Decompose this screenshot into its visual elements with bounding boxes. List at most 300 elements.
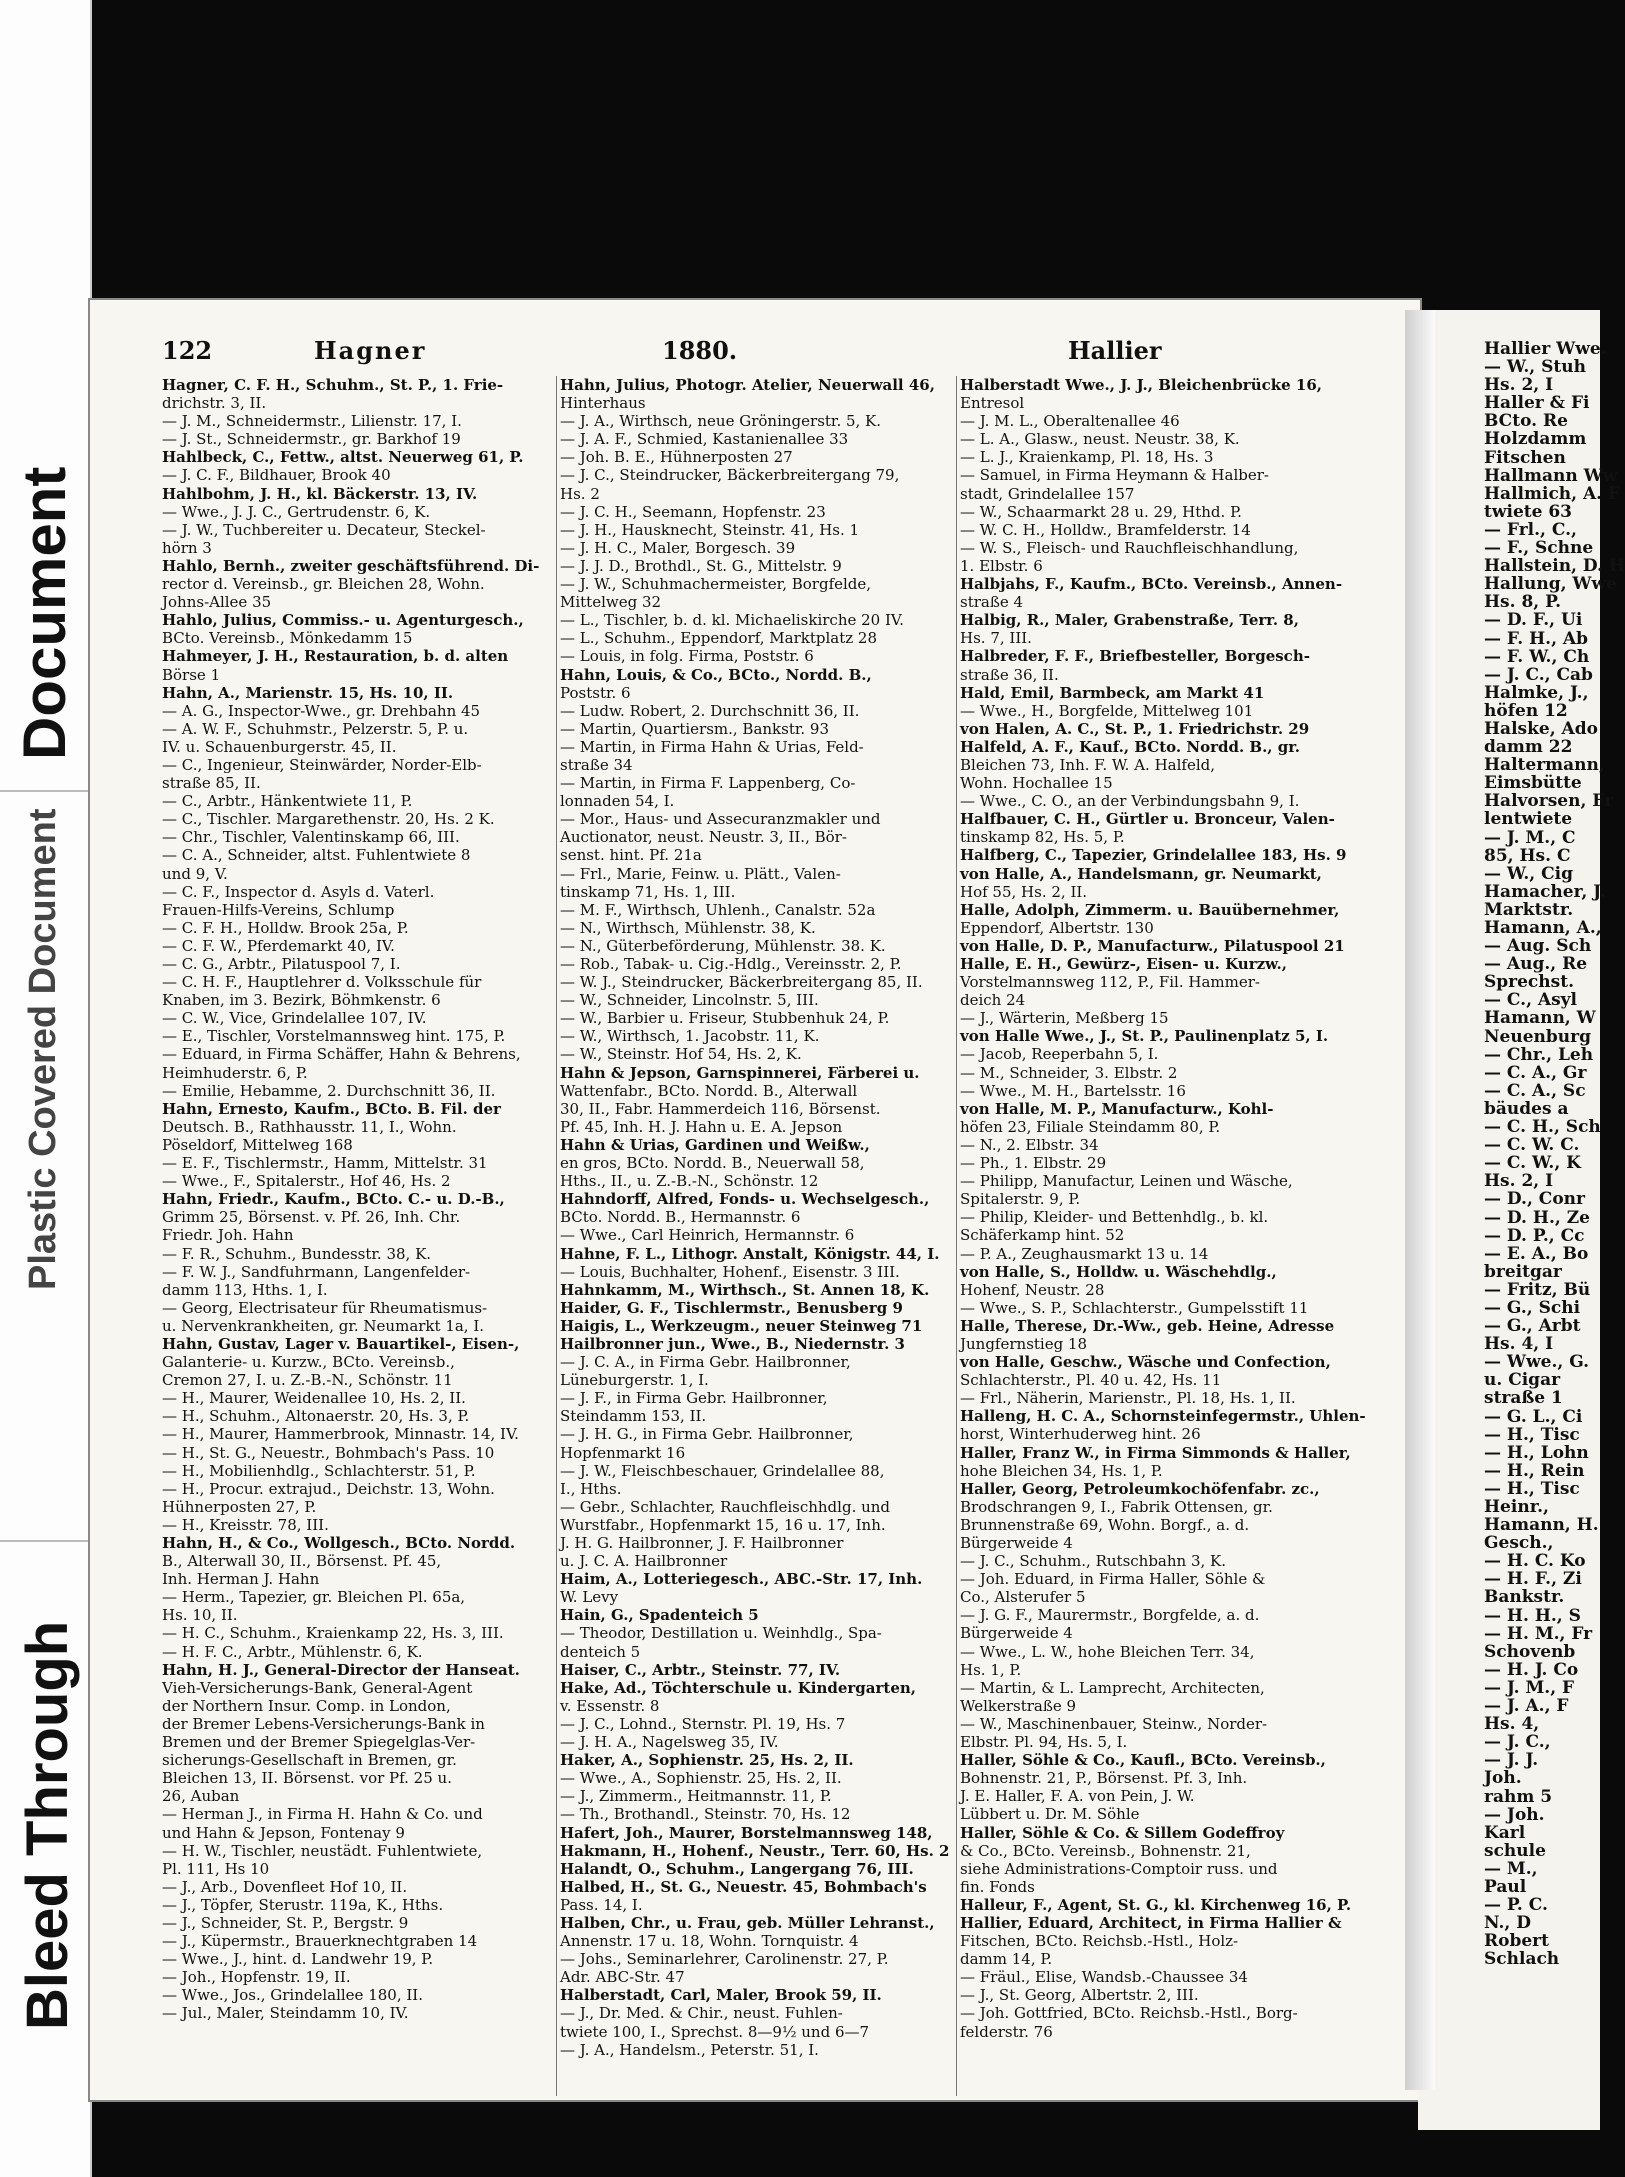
adjacent-page-line: — Joh. bbox=[1484, 1804, 1545, 1825]
adjacent-page-line: — Frl., C., bbox=[1484, 519, 1577, 540]
directory-entry-line: — P. A., Zeughausmarkt 13 u. 14 bbox=[960, 1244, 1209, 1263]
directory-entry-line: — J., Schneider, St. P., Bergstr. 9 bbox=[162, 1913, 409, 1932]
adjacent-page-line: — H. J. Co bbox=[1484, 1659, 1579, 1680]
adjacent-page-line: — J. C., Cab bbox=[1484, 664, 1593, 685]
directory-entry-line: Hain, G., Spadenteich 5 bbox=[560, 1606, 759, 1625]
directory-entry-line: — J., Küpermstr., Brauerknechtgraben 14 bbox=[162, 1932, 478, 1951]
directory-entry-line: — Wwe., Carl Heinrich, Hermannstr. 6 bbox=[560, 1226, 855, 1245]
directory-entry-line: — Jacob, Reeperbahn 5, I. bbox=[960, 1045, 1159, 1064]
directory-entry-line: — N., Güterbeförderung, Mühlenstr. 38. K. bbox=[560, 936, 886, 955]
directory-entry-line: siehe Administrations-Comptoir russ. und bbox=[960, 1859, 1278, 1878]
directory-entry-line: Friedr. Joh. Hahn bbox=[162, 1226, 294, 1245]
column-divider bbox=[556, 376, 557, 2096]
adjacent-page-line: rahm 5 bbox=[1484, 1786, 1553, 1807]
adjacent-page-line: straße 1 bbox=[1484, 1388, 1563, 1409]
directory-entry-line: Knaben, im 3. Bezirk, Böhmkenstr. 6 bbox=[162, 991, 441, 1010]
directory-entry-line: Halfberg, C., Tapezier, Grindelallee 183, Hs. 9 bbox=[960, 846, 1347, 865]
directory-entry-line: straße 34 bbox=[560, 755, 633, 774]
adjacent-page-line: Haltermann, bbox=[1484, 755, 1605, 776]
adjacent-page-line: Hallmann Ww bbox=[1484, 465, 1618, 486]
directory-entry-line: Hald, Emil, Barmbeck, am Markt 41 bbox=[960, 683, 1265, 702]
directory-entry-line: Hahmeyer, J. H., Restauration, b. d. alten bbox=[162, 647, 509, 666]
directory-entry-line: Wohn. Hochallee 15 bbox=[960, 774, 1113, 793]
directory-entry-line: straße 4 bbox=[960, 593, 1024, 612]
directory-entry-line: — C. G., Arbtr., Pilatuspool 7, I. bbox=[162, 955, 401, 973]
directory-entry-line: von Halle, D. P., Manufacturw., Pilatuspool 21 bbox=[960, 936, 1345, 955]
directory-entry-line: — H., Kreisstr. 78, III. bbox=[162, 1515, 329, 1534]
directory-entry-line: Cremon 27, I. u. Z.-B.-N., Schönstr. 11 bbox=[162, 1371, 453, 1390]
directory-entry-line: — Martin, in Firma Hahn & Urias, Feld- bbox=[560, 737, 864, 756]
directory-entry-line: en gros, BCto. Nordd. B., Neuerwall 58, bbox=[560, 1154, 865, 1173]
directory-entry-line: J. H. G. Hailbronner, J. F. Hailbronner bbox=[560, 1534, 844, 1552]
directory-entry-line: — J. A. F., Schmied, Kastanienallee 33 bbox=[560, 430, 849, 449]
adjacent-page-line: — H., Tisc bbox=[1484, 1424, 1580, 1445]
directory-entry-line: — M. F., Wirthsch, Uhlenh., Canalstr. 52a bbox=[560, 900, 876, 919]
directory-entry-line: Hahlbeck, C., Fettw., altst. Neuerweg 61, P. bbox=[162, 448, 524, 467]
directory-entry-line: Bleichen 13, II. Börsenst. vor Pf. 25 u. bbox=[162, 1769, 452, 1788]
directory-entry-line: IV. u. Schauenburgerstr. 45, II. bbox=[162, 737, 397, 756]
directory-entry-line: — N., Wirthsch, Mühlenstr. 38, K. bbox=[560, 918, 816, 937]
directory-entry-line: Annenstr. 17 u. 18, Wohn. Tornquistr. 4 bbox=[560, 1932, 859, 1951]
directory-entry-line: Steindamm 153, II. bbox=[560, 1407, 707, 1426]
adjacent-page-line: — Fritz, Bü bbox=[1484, 1279, 1591, 1300]
directory-entry-line: hohe Bleichen 34, Hs. 1, P. bbox=[960, 1461, 1163, 1480]
directory-entry-line: Halben, Chr., u. Frau, geb. Müller Lehranst., bbox=[560, 1913, 935, 1932]
directory-entry-line: — J. C. H., Seemann, Hopfenstr. 23 bbox=[560, 502, 826, 521]
directory-entry-line: — J. J. D., Brothdl., St. G., Mittelstr. 9 bbox=[560, 556, 842, 575]
adjacent-page-line: Hs. 2, I bbox=[1484, 1171, 1554, 1192]
directory-entry-line: Haker, A., Sophienstr. 25, Hs. 2, II. bbox=[560, 1751, 854, 1770]
directory-entry-line: felderstr. 76 bbox=[960, 2022, 1053, 2041]
directory-entry-line: Auctionator, neust. Neustr. 3, II., Bör- bbox=[560, 828, 847, 847]
directory-entry-line: — C. W., Vice, Grindelallee 107, IV. bbox=[162, 1009, 427, 1028]
directory-entry-line: Hühnerposten 27, P. bbox=[162, 1497, 317, 1516]
label-bleed-through: Bleed Through bbox=[15, 1620, 80, 2030]
directory-entry-line: Hahlo, Julius, Commiss.- u. Agenturgesch., bbox=[162, 611, 524, 630]
directory-entry-line: — H. W., Tischler, neustädt. Fuhlentwiete, bbox=[162, 1841, 483, 1860]
adjacent-page-line: Hallier Wwe. bbox=[1484, 339, 1607, 359]
directory-entry-line: Hinterhaus bbox=[560, 394, 646, 413]
directory-entry-line: von Halle, Geschw., Wäsche und Confection, bbox=[960, 1353, 1331, 1372]
adjacent-page-line: — G., Schi bbox=[1484, 1297, 1581, 1318]
adjacent-page-line: — J. M., F bbox=[1484, 1677, 1575, 1698]
directory-entry-line: hörn 3 bbox=[162, 538, 212, 557]
directory-entry-line: Entresol bbox=[960, 394, 1025, 413]
directory-entry-line: Hafert, Joh., Maurer, Borstelmannsweg 148, bbox=[560, 1823, 933, 1842]
directory-entry-line: von Halle Wwe., J., St. P., Paulinenplatz 5, I. bbox=[960, 1027, 1329, 1046]
directory-entry-line: Hahn, Louis, & Co., BCto., Nordd. B., bbox=[560, 665, 872, 684]
directory-entry-line: Hahndorff, Alfred, Fonds- u. Wechselgesch., bbox=[560, 1190, 930, 1209]
directory-entry-line: Lüneburgerstr. 1, I. bbox=[560, 1371, 709, 1390]
directory-entry-line: Jungfernstieg 18 bbox=[960, 1334, 1088, 1353]
label-document: Document bbox=[11, 466, 78, 760]
page-gutter bbox=[1405, 310, 1435, 2090]
directory-entry-line: — Herman J., in Firma H. Hahn & Co. und bbox=[162, 1805, 483, 1824]
directory-entry-line: — Frl., Näherin, Marienstr., Pl. 18, Hs. 1, II. bbox=[960, 1389, 1296, 1408]
adjacent-page-line: — Aug., Re bbox=[1484, 954, 1588, 975]
directory-entry-line: Wurstfabr., Hopfenmarkt 15, 16 u. 17, Inh. bbox=[560, 1515, 886, 1534]
adjacent-page-line: Gesch., bbox=[1484, 1533, 1554, 1554]
directory-entry-line: rector d. Vereinsb., gr. Bleichen 28, Wohn. bbox=[162, 575, 485, 594]
directory-entry-line: Hahn, Friedr., Kaufm., BCto. C.- u. D.-B., bbox=[162, 1190, 505, 1209]
adjacent-page-line: — H. F., Zi bbox=[1484, 1569, 1582, 1590]
directory-entry-line: — C., Ingenieur, Steinwärder, Norder-Elb- bbox=[162, 755, 482, 774]
directory-entry-line: — W., Schaarmarkt 28 u. 29, Hthd. P. bbox=[960, 502, 1242, 521]
adjacent-page-line: Paul bbox=[1484, 1876, 1527, 1897]
directory-entry-line: & Co., BCto. Vereinsb., Bohnenstr. 21, bbox=[960, 1841, 1251, 1860]
directory-entry-line: W. Levy bbox=[560, 1588, 619, 1607]
directory-entry-line: Halandt, O., Schuhm., Langergang 76, III. bbox=[560, 1859, 914, 1878]
directory-entry-line: — Wwe., C. O., an der Verbindungsbahn 9, I. bbox=[960, 792, 1300, 811]
directory-entry-line: Haiser, C., Arbtr., Steinstr. 77, IV. bbox=[560, 1660, 841, 1679]
directory-entry-line: Grimm 25, Börsenst. v. Pf. 26, Inh. Chr. bbox=[162, 1208, 461, 1227]
directory-entry-line: Hahnkamm, M., Wirthsch., St. Annen 18, K. bbox=[560, 1280, 930, 1299]
directory-entry-line: Pass. 14, I. bbox=[560, 1895, 643, 1914]
directory-entry-line: — F. R., Schuhm., Bundesstr. 38, K. bbox=[162, 1244, 432, 1263]
directory-entry-line: — J. W., Fleischbeschauer, Grindelallee 88, bbox=[560, 1461, 885, 1480]
directory-entry-line: v. Essenstr. 8 bbox=[560, 1696, 660, 1715]
directory-entry-line: straße 36, II. bbox=[960, 665, 1059, 684]
adjacent-page-line: BCto. Re bbox=[1484, 411, 1568, 432]
adjacent-page-line: Neuenburg bbox=[1484, 1026, 1591, 1047]
adjacent-page-line: Hs. 4, bbox=[1484, 1714, 1540, 1735]
directory-entry-line: — Wwe., M. H., Bartelsstr. 16 bbox=[960, 1081, 1186, 1100]
directory-entry-line: — J. W., Schuhmachermeister, Borgfelde, bbox=[560, 575, 872, 594]
directory-entry-line: Schlachterstr., Pl. 40 u. 42, Hs. 11 bbox=[960, 1371, 1222, 1390]
directory-entry-line: Haller, Franz W., in Firma Simmonds & Haller, bbox=[960, 1443, 1351, 1462]
directory-entry-line: Vorstelmannsweg 112, P., Fil. Hammer- bbox=[960, 973, 1260, 992]
directory-entry-line: Halfeld, A. F., Kauf., BCto. Nordd. B., gr. bbox=[960, 737, 1300, 756]
directory-entry-line: Hahn, Julius, Photogr. Atelier, Neuerwall 46, bbox=[560, 376, 935, 394]
directory-entry-line: — Wwe., J., hint. d. Landwehr 19, P. bbox=[162, 1950, 434, 1969]
directory-entry-line: — Wwe., Jos., Grindelallee 180, II. bbox=[162, 1986, 423, 2005]
directory-entry-line: — Wwe., F., Spitalerstr., Hof 46, Hs. 2 bbox=[162, 1172, 451, 1191]
adjacent-page-line: — D. H., Ze bbox=[1484, 1207, 1590, 1228]
directory-entry-line: — J. C., Lohnd., Sternstr. Pl. 19, Hs. 7 bbox=[560, 1714, 846, 1733]
directory-entry-line: — H. C., Schuhm., Kraienkamp 22, Hs. 3, III. bbox=[162, 1624, 504, 1643]
directory-entry-line: — Theodor, Destillation u. Weinhdlg., Spa- bbox=[560, 1624, 882, 1643]
directory-entry-line: — W., Steinstr. Hof 54, Hs. 2, K. bbox=[560, 1045, 802, 1064]
adjacent-page-line: — G. L., Ci bbox=[1484, 1406, 1583, 1427]
adjacent-page-line: — C. H., Sch bbox=[1484, 1117, 1601, 1138]
adjacent-page-line: — H., Lohn bbox=[1484, 1442, 1589, 1463]
directory-entry-line: — J. G. F., Maurermstr., Borgfelde, a. d. bbox=[960, 1606, 1260, 1625]
directory-entry-line: — Wwe., A., Sophienstr. 25, Hs. 2, II. bbox=[560, 1769, 842, 1788]
directory-entry-line: — J. St., Schneidermstr., gr. Barkhof 19 bbox=[162, 430, 461, 449]
adjacent-page-line: — Wwe., G. bbox=[1484, 1352, 1590, 1373]
directory-entry-line: — W., Wirthsch, 1. Jacobstr. 11, K. bbox=[560, 1027, 820, 1046]
directory-entry-line: Vieh-Versicherungs-Bank, General-Agent bbox=[162, 1678, 473, 1697]
directory-entry-line: — J., Töpfer, Sterustr. 119a, K., Hths. bbox=[162, 1895, 444, 1914]
adjacent-page-line: Hamann, H. bbox=[1484, 1515, 1599, 1536]
adjacent-page-line: — J. C., bbox=[1484, 1732, 1551, 1753]
directory-entry-line: — J. H. C., Maler, Borgesch. 39 bbox=[560, 538, 796, 557]
directory-entry-line: Pl. 111, Hs 10 bbox=[162, 1859, 270, 1878]
directory-entry-line: Hs. 7, III. bbox=[960, 629, 1032, 648]
directory-entry-line: Spitalerstr. 9, P. bbox=[960, 1190, 1081, 1209]
directory-entry-line: — J. H. G., in Firma Gebr. Hailbronner, bbox=[560, 1425, 854, 1444]
directory-entry-line: Halbig, R., Maler, Grabenstraße, Terr. 8, bbox=[960, 611, 1299, 630]
directory-entry-line: Hahne, F. L., Lithogr. Anstalt, Königstr. 44, I. bbox=[560, 1244, 940, 1263]
directory-entry-line: — Wwe., L. W., hohe Bleichen Terr. 34, bbox=[960, 1642, 1255, 1661]
scan-side-labels bbox=[0, 0, 92, 2177]
directory-entry-line: — J. C., Steindrucker, Bäckerbreitergang 79, bbox=[560, 466, 900, 485]
directory-entry-line: I., Hths. bbox=[560, 1479, 622, 1498]
directory-entry-line: Heimhuderstr. 6, P. bbox=[162, 1063, 308, 1082]
directory-entry-line: Hof 55, Hs. 2, II. bbox=[960, 882, 1088, 901]
directory-entry-line: u. Nervenkrankheiten, gr. Neumarkt 1a, I. bbox=[162, 1316, 485, 1335]
directory-entry-line: — W., Barbier u. Friseur, Stubbenhuk 24, P. bbox=[560, 1009, 890, 1028]
directory-entry-line: — J., St. Georg, Albertstr. 2, III. bbox=[960, 1986, 1199, 2005]
directory-entry-line: — Martin, & L. Lamprecht, Architecten, bbox=[960, 1678, 1265, 1697]
directory-entry-line: von Halle, A., Handelsmann, gr. Neumarkt, bbox=[960, 864, 1322, 883]
directory-entry-line: — C. F. H., Holldw. Brook 25a, P. bbox=[162, 918, 409, 937]
directory-entry-line: Hs. 2 bbox=[560, 484, 600, 503]
adjacent-page-line: — H., Rein bbox=[1484, 1460, 1585, 1481]
directory-entry-line: Hahn & Urias, Gardinen und Weißw., bbox=[560, 1135, 870, 1154]
directory-entry-line: Haller, Georg, Petroleumkochöfenfabr. zc., bbox=[960, 1479, 1320, 1498]
directory-entry-line: — C. A., Schneider, altst. Fuhlentwiete 8 bbox=[162, 846, 471, 865]
adjacent-page-line: Bankstr. bbox=[1484, 1587, 1565, 1608]
directory-entry-line: — Louis, Buchhalter, Hohenf., Eisenstr. 3 III. bbox=[560, 1262, 900, 1281]
directory-entry-line: — Th., Brothandl., Steinstr. 70, Hs. 12 bbox=[560, 1805, 851, 1824]
directory-entry-line: — L. A., Glasw., neust. Neustr. 38, K. bbox=[960, 430, 1240, 449]
directory-entry-line: — Philipp, Manufactur, Leinen und Wäsche, bbox=[960, 1172, 1293, 1191]
directory-entry-line: Galanterie- u. Kurzw., BCto. Vereinsb., bbox=[162, 1353, 455, 1372]
adjacent-page-line: Schovenb bbox=[1484, 1641, 1576, 1662]
directory-entry-line: Haider, G. F., Tischlermstr., Benusberg 9 bbox=[560, 1298, 903, 1317]
adjacent-page-line: — J. M., C bbox=[1484, 827, 1576, 848]
directory-entry-line: Bürgerweide 4 bbox=[960, 1534, 1073, 1552]
directory-entry-line: — Eduard, in Firma Schäffer, Hahn & Behrens, bbox=[162, 1045, 521, 1064]
adjacent-page-line: schule bbox=[1484, 1840, 1546, 1861]
adjacent-page-line: — W., Stuh bbox=[1484, 357, 1586, 378]
label-divider bbox=[0, 1540, 88, 1542]
directory-entry-line: Bremen und der Bremer Spiegelglas-Ver- bbox=[162, 1733, 476, 1752]
directory-entry-line: 26, Auban bbox=[162, 1787, 240, 1806]
directory-entry-line: Hahn, A., Marienstr. 15, Hs. 10, II. bbox=[162, 683, 454, 702]
directory-entry-line: — Louis, in folg. Firma, Poststr. 6 bbox=[560, 647, 814, 666]
directory-entry-line: Halle, Therese, Dr.-Ww., geb. Heine, Adresse bbox=[960, 1316, 1335, 1335]
directory-entry-line: — J. A., Handelsm., Peterstr. 51, I. bbox=[560, 2040, 819, 2059]
directory-column-1 bbox=[162, 376, 552, 2023]
adjacent-page-line: — C., Asyl bbox=[1484, 990, 1578, 1011]
directory-entry-line: — Johs., Seminarlehrer, Carolinenstr. 27, P. bbox=[560, 1950, 889, 1969]
adjacent-page-line: u. Cigar bbox=[1484, 1370, 1561, 1391]
directory-entry-line: B., Alterwall 30, II., Börsenst. Pf. 45, bbox=[162, 1552, 442, 1571]
label-plastic-covered: Plastic Covered Document bbox=[22, 808, 64, 1290]
directory-entry-line: — E., Tischler, Vorstelmannsweg hint. 175, P. bbox=[162, 1027, 506, 1046]
adjacent-page-line: — C. A., Gr bbox=[1484, 1062, 1587, 1083]
directory-entry-line: — L. J., Kraienkamp, Pl. 18, Hs. 3 bbox=[960, 448, 1214, 467]
directory-entry-line: — J., Wärterin, Meßberg 15 bbox=[960, 1009, 1169, 1028]
directory-entry-line: — J., Dr. Med. & Chir., neust. Fuhlen- bbox=[560, 2004, 843, 2023]
adjacent-page-line: Sprechst. bbox=[1484, 972, 1574, 993]
directory-entry-line: — M., Schneider, 3. Elbstr. 2 bbox=[960, 1063, 1178, 1082]
directory-entry-line: BCto. Vereinsb., Mönkedamm 15 bbox=[162, 629, 413, 648]
directory-entry-line: und Hahn & Jepson, Fontenay 9 bbox=[162, 1823, 405, 1842]
adjacent-page-line: — M., bbox=[1484, 1858, 1538, 1879]
directory-entry-line: — W. J., Steindrucker, Bäckerbreitergang 85, II. bbox=[560, 973, 923, 992]
directory-entry-line: — N., 2. Elbstr. 34 bbox=[960, 1135, 1099, 1154]
directory-entry-line: denteich 5 bbox=[560, 1642, 641, 1661]
adjacent-page-line: — D. P., Cc bbox=[1484, 1225, 1585, 1246]
directory-entry-line: — Samuel, in Firma Heymann & Halber- bbox=[960, 466, 1269, 485]
directory-entry-line: — H. F. C., Arbtr., Mühlenstr. 6, K. bbox=[162, 1642, 423, 1661]
directory-entry-line: Deutsch. B., Rathhausstr. 11, I., Wohn. bbox=[162, 1117, 457, 1136]
directory-entry-line: J. E. Haller, F. A. von Pein, J. W. bbox=[960, 1787, 1195, 1806]
header-left-keyword: Hagner bbox=[314, 336, 427, 365]
directory-entry-line: Pöseldorf, Mittelweg 168 bbox=[162, 1135, 353, 1154]
directory-entry-line: — L., Tischler, b. d. kl. Michaeliskirche 20 IV. bbox=[560, 611, 904, 630]
directory-entry-line: tinskamp 82, Hs. 5, P. bbox=[960, 828, 1125, 847]
directory-entry-line: tinskamp 71, Hs. 1, III. bbox=[560, 882, 736, 901]
adjacent-page-line: bäudes a bbox=[1484, 1098, 1569, 1119]
directory-entry-line: 1. Elbstr. 6 bbox=[960, 556, 1043, 575]
directory-entry-line: Halleur, F., Agent, St. G., kl. Kirchenweg 16, P. bbox=[960, 1895, 1352, 1914]
adjacent-page-line: damm 22 bbox=[1484, 737, 1573, 758]
adjacent-page-line: Schlach bbox=[1484, 1949, 1560, 1970]
directory-entry-line: Hopfenmarkt 16 bbox=[560, 1443, 686, 1462]
directory-entry-line: — Ph., 1. Elbstr. 29 bbox=[960, 1154, 1107, 1173]
directory-entry-line: — Chr., Tischler, Valentinskamp 66, III. bbox=[162, 828, 460, 847]
directory-entry-line: — H., Schuhm., Altonaerstr. 20, Hs. 3, P. bbox=[162, 1407, 470, 1426]
directory-entry-line: Bohnenstr. 21, P., Börsenst. Pf. 3, Inh. bbox=[960, 1769, 1248, 1788]
directory-entry-line: Haller, Söhle & Co. & Sillem Godeffroy bbox=[960, 1823, 1285, 1842]
adjacent-page-line: Hallung, Wwe bbox=[1484, 574, 1617, 595]
directory-entry-line: Haigis, L., Werkzeugm., neuer Steinweg 71 bbox=[560, 1316, 923, 1335]
directory-entry-line: — W. C. H., Holldw., Bramfelderstr. 14 bbox=[960, 520, 1251, 539]
adjacent-page-line: twiete 63 bbox=[1484, 501, 1573, 522]
directory-entry-line: von Halle, S., Holldw. u. Wäschehdlg., bbox=[960, 1262, 1277, 1281]
adjacent-page-line: — H. H., S bbox=[1484, 1605, 1581, 1626]
adjacent-page-line: Holzdamm bbox=[1484, 429, 1587, 450]
directory-entry-line: — J. M. L., Oberaltenallee 46 bbox=[960, 412, 1180, 431]
directory-entry-line: — W., Schneider, Lincolnstr. 5, III. bbox=[560, 991, 819, 1010]
directory-entry-line: Johns-Allee 35 bbox=[162, 593, 272, 612]
directory-entry-line: Fitschen, BCto. Reichsb.-Hstl., Holz- bbox=[960, 1932, 1239, 1951]
adjacent-page-line: Marktstr. bbox=[1484, 899, 1574, 920]
directory-entry-line: fin. Fonds bbox=[960, 1877, 1035, 1896]
directory-entry-line: Wattenfabr., BCto. Nordd. B., Alterwall bbox=[560, 1081, 858, 1100]
directory-entry-line: — C. F., Inspector d. Asyls d. Vaterl. bbox=[162, 882, 435, 901]
directory-entry-line: — Joh. Eduard, in Firma Haller, Söhle & bbox=[960, 1570, 1266, 1589]
page-header bbox=[162, 336, 1342, 366]
directory-entry-line: — Martin, in Firma F. Lappenberg, Co- bbox=[560, 774, 856, 793]
directory-entry-line: damm 113, Hths. 1, I. bbox=[162, 1280, 328, 1299]
directory-entry-line: — Wwe., H., Borgfelde, Mittelweg 101 bbox=[960, 701, 1254, 720]
directory-entry-line: — Joh., Hopfenstr. 19, II. bbox=[162, 1968, 351, 1987]
column-divider bbox=[956, 376, 957, 2096]
directory-entry-line: stadt, Grindelallee 157 bbox=[960, 484, 1135, 503]
directory-entry-line: — H., Maurer, Weidenallee 10, Hs. 2, II. bbox=[162, 1389, 466, 1408]
adjacent-page-line: Heinr., bbox=[1484, 1497, 1549, 1517]
adjacent-page-line: — J. J. bbox=[1484, 1750, 1539, 1771]
directory-entry-line: — Wwe., S. P., Schlachterstr., Gumpelsstift 11 bbox=[960, 1298, 1309, 1317]
directory-entry-line: — F. W. J., Sandfuhrmann, Langenfelder- bbox=[162, 1262, 471, 1281]
adjacent-page-line: — F. W., Ch bbox=[1484, 646, 1590, 667]
adjacent-page-line: Joh. bbox=[1484, 1768, 1522, 1789]
adjacent-page-line: Hallmich, A. F bbox=[1484, 483, 1621, 504]
directory-entry-line: damm 14, P. bbox=[960, 1950, 1053, 1969]
directory-entry-line: Hailbronner jun., Wwe., B., Niedernstr. 3 bbox=[560, 1334, 905, 1353]
directory-entry-line: u. J. C. A. Hailbronner bbox=[560, 1552, 728, 1571]
directory-entry-line: deich 24 bbox=[960, 991, 1026, 1010]
adjacent-page-line: Haller & Fi bbox=[1484, 393, 1590, 414]
directory-entry-line: Halbjahs, F., Kaufm., BCto. Vereinsb., Annen- bbox=[960, 575, 1343, 594]
adjacent-page-line: — P. C. bbox=[1484, 1895, 1548, 1916]
adjacent-page-line: Hallstein, D. H bbox=[1484, 556, 1625, 577]
directory-entry-line: senst. hint. Pf. 21a bbox=[560, 846, 702, 865]
adjacent-page-line: — C. W. C. bbox=[1484, 1135, 1580, 1156]
header-right-keyword: Hallier bbox=[1068, 336, 1162, 365]
adjacent-page-line: — C. A., Sc bbox=[1484, 1080, 1586, 1101]
adjacent-page-line: Robert bbox=[1484, 1931, 1549, 1952]
directory-entry-line: — J., Zimmerm., Heitmannstr. 11, P. bbox=[560, 1787, 832, 1806]
directory-entry-line: Elbstr. Pl. 94, Hs. 5, I. bbox=[960, 1733, 1128, 1752]
directory-entry-line: Börse 1 bbox=[162, 665, 221, 684]
directory-entry-line: straße 85, II. bbox=[162, 774, 261, 793]
directory-entry-line: Hahn & Jepson, Garnspinnerei, Färberei u. bbox=[560, 1063, 920, 1082]
directory-entry-line: lonnaden 54, I. bbox=[560, 792, 675, 811]
directory-entry-line: Pf. 45, Inh. H. J. Hahn u. E. A. Jepson bbox=[560, 1117, 843, 1136]
directory-entry-line: Brodschrangen 9, I., Fabrik Ottensen, gr. bbox=[960, 1497, 1273, 1516]
directory-entry-line: Bleichen 73, Inh. F. W. A. Halfeld, bbox=[960, 755, 1215, 774]
adjacent-page-line: Fitschen bbox=[1484, 447, 1566, 468]
adjacent-page-line: — H. C. Ko bbox=[1484, 1551, 1586, 1572]
directory-entry-line: — Joh. B. E., Hühnerposten 27 bbox=[560, 448, 793, 467]
directory-entry-line: — Herm., Tapezier, gr. Bleichen Pl. 65a, bbox=[162, 1588, 466, 1607]
directory-entry-line: höfen 23, Filiale Steindamm 80, P. bbox=[960, 1117, 1221, 1136]
adjacent-page-line: — W., Cig bbox=[1484, 863, 1573, 884]
directory-entry-line: Hahn, Gustav, Lager v. Bauartikel-, Eisen-, bbox=[162, 1334, 520, 1353]
directory-entry-line: Hs. 10, II. bbox=[162, 1606, 238, 1625]
directory-entry-line: Hahlo, Bernh., zweiter geschäftsführend. Di- bbox=[162, 556, 540, 575]
directory-entry-line: Halfbauer, C. H., Gürtler u. Bronceur, Valen- bbox=[960, 810, 1335, 829]
directory-entry-line: — L., Schuhm., Eppendorf, Marktplatz 28 bbox=[560, 629, 877, 648]
directory-entry-line: — J. C. F., Bildhauer, Brook 40 bbox=[162, 466, 391, 485]
directory-entry-line: Halbed, H., St. G., Neuestr. 45, Bohmbach's bbox=[560, 1877, 927, 1896]
directory-entry-line: Hths., II., u. Z.-B.-N., Schönstr. 12 bbox=[560, 1172, 819, 1191]
header-year: 1880. bbox=[662, 336, 738, 365]
directory-entry-line: Hagner, C. F. H., Schuhm., St. P., 1. Frie- bbox=[162, 376, 504, 394]
directory-entry-line: — C., Arbtr., Hänkentwiete 11, P. bbox=[162, 792, 413, 811]
adjacent-page-line: Hamann, A., bbox=[1484, 918, 1602, 938]
directory-entry-line: Hahn, H. J., General-Director der Hanseat. bbox=[162, 1660, 520, 1679]
directory-entry-line: — J. W., Tuchbereiter u. Decateur, Steckel- bbox=[162, 520, 486, 539]
directory-entry-line: 30, II., Fabr. Hammerdeich 116, Börsenst. bbox=[560, 1099, 881, 1118]
directory-entry-line: — H., Mobilienhdlg., Schlachterstr. 51, P. bbox=[162, 1461, 476, 1480]
adjacent-page-line: lentwiete bbox=[1484, 809, 1573, 830]
adjacent-page-line: höfen 12 bbox=[1484, 700, 1568, 721]
directory-entry-line: Hake, Ad., Töchterschule u. Kindergarten, bbox=[560, 1678, 917, 1697]
adjacent-page-line: breitgar bbox=[1484, 1261, 1562, 1282]
adjacent-page-line: 85, Hs. C bbox=[1484, 845, 1571, 866]
directory-entry-line: — A. W. F., Schuhmstr., Pelzerstr. 5, P. u. bbox=[162, 719, 469, 738]
directory-entry-line: Haim, A., Lotteriegesch., ABC.-Str. 17, Inh. bbox=[560, 1570, 923, 1589]
directory-entry-line: von Halen, A. C., St. P., 1. Friedrichstr. 29 bbox=[960, 719, 1310, 738]
directory-entry-line: Hohenf, Neustr. 28 bbox=[960, 1280, 1105, 1299]
directory-entry-line: — Georg, Electrisateur für Rheumatismus- bbox=[162, 1298, 488, 1317]
directory-entry-line: Mittelweg 32 bbox=[560, 593, 662, 612]
adjacent-page-line: — G., Arbt bbox=[1484, 1316, 1581, 1337]
directory-entry-line: — Emilie, Hebamme, 2. Durchschnitt 36, II. bbox=[162, 1081, 496, 1100]
adjacent-page-line: Hs. 8, P. bbox=[1484, 592, 1562, 613]
adjacent-page-line: — D. F., Ui bbox=[1484, 610, 1583, 631]
directory-entry-line: Hakmann, H., Hohenf., Neustr., Terr. 60, Hs. 2 bbox=[560, 1841, 950, 1860]
directory-entry-line: und 9, V. bbox=[162, 864, 228, 883]
directory-entry-line: — J. F., in Firma Gebr. Hailbronner, bbox=[560, 1389, 828, 1408]
